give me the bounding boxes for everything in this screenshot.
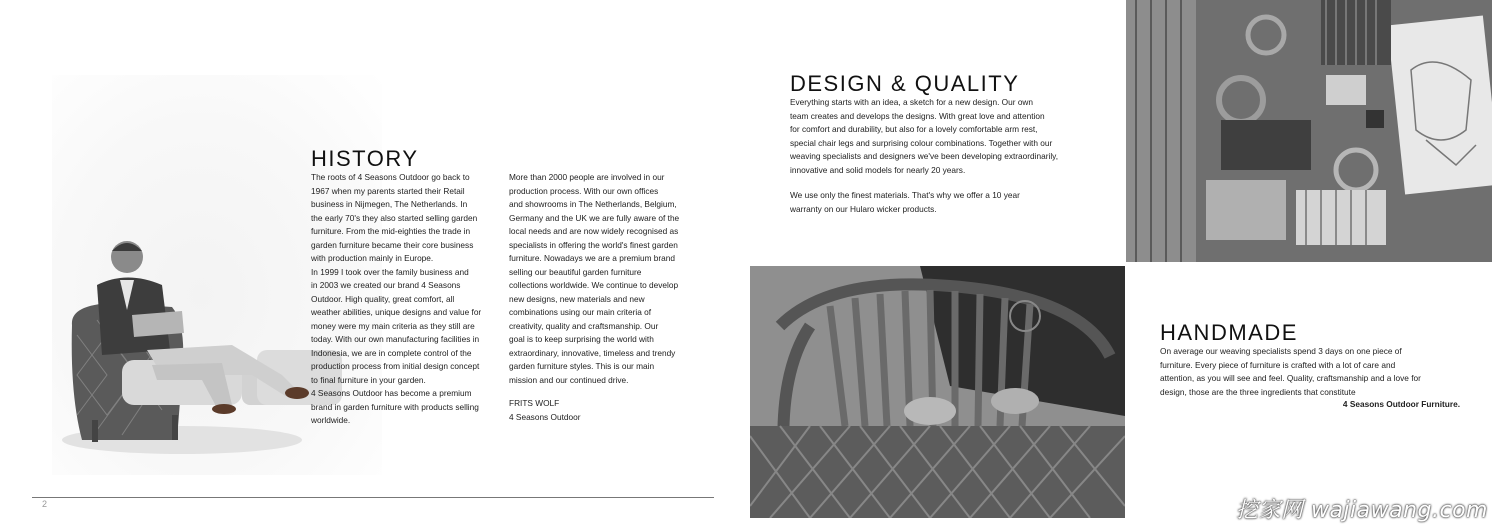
watermark: 挖家网 wajiawang.com	[1235, 498, 1488, 523]
history-heading: HISTORY	[311, 146, 419, 171]
signature-company: 4 Seasons Outdoor	[509, 411, 581, 422]
handmade-signature: 4 Seasons Outdoor Furniture.	[1342, 399, 1460, 409]
handmade-heading: HANDMADE	[1160, 320, 1298, 345]
design-quality-text: Everything starts with an idea, a sketch for a new design. Our own team creates and develops the designs. With great love and attention for comfort and durability, but also for a lovely comfortable arm rest, special chair legs and surprising colour combinations. Together with our weaving specialists and designers we've been developing extraordinarily, innovative and solid models for nearly 20 years.	[790, 97, 1059, 175]
history-text-column-2: More than 2000 people are involved in our production process. With our own offices and showrooms in The Netherlands, Belgium, Germany and the UK we are fully aware of the local needs and are now widely recognised as specialists in offering the world's finest garden furniture. Nowadays we are a premium brand selling our beautiful garden furniture collections worldwide. We continue to develop new designs, new materials and new combinations using our main criteria of creativity, quality and craftsmanship. Our goal is to keep surprising the world with extraordinary, innovative, timeless and trendy garden furniture styles. This is our main mission and our continued drive.	[509, 172, 680, 385]
signature-block	[509, 397, 704, 424]
page-divider	[32, 497, 714, 498]
signature-name: FRITS WOLF	[509, 398, 560, 408]
warranty-text: We use only the finest materials. That's why we offer a 10 year warranty on our Hularo wicker products.	[790, 190, 1020, 214]
page-number: 2	[42, 499, 48, 509]
handmade-text: On average our weaving specialists spend 3 days on one piece of furniture. Every piece of furniture is crafted with a lot of care and attention, as you will see and feel. Quality, craftsmanship and a love for design, those are the three ingredients that constitute	[1160, 346, 1421, 397]
photo-design-materials	[1126, 0, 1492, 262]
design-quality-heading: DESIGN & QUALITY	[790, 71, 1020, 96]
photo-handmade-weaving	[750, 266, 1125, 518]
history-text-column-1: The roots of 4 Seasons Outdoor go back to 1967 when my parents started their Retail business in Nijmegen, The Netherlands. In the early 70's they also started selling garden furniture. From the mid-eighties the trade in garden furniture became their core business with production mainly in Europe. In 1999 I took over the family business and in 2003 we created our brand 4 Seasons Outdoor. High quality, great comfort, all weather abilities, unique designs and value for money were my main criteria as they still are today. With our own manufacturing facilities in Indonesia, we are in complete control of the production process from initial design concept to final furniture in your garden. 4 Seasons Outdoor has become a premium brand in garden furniture with products selling worldwide.	[311, 172, 482, 425]
